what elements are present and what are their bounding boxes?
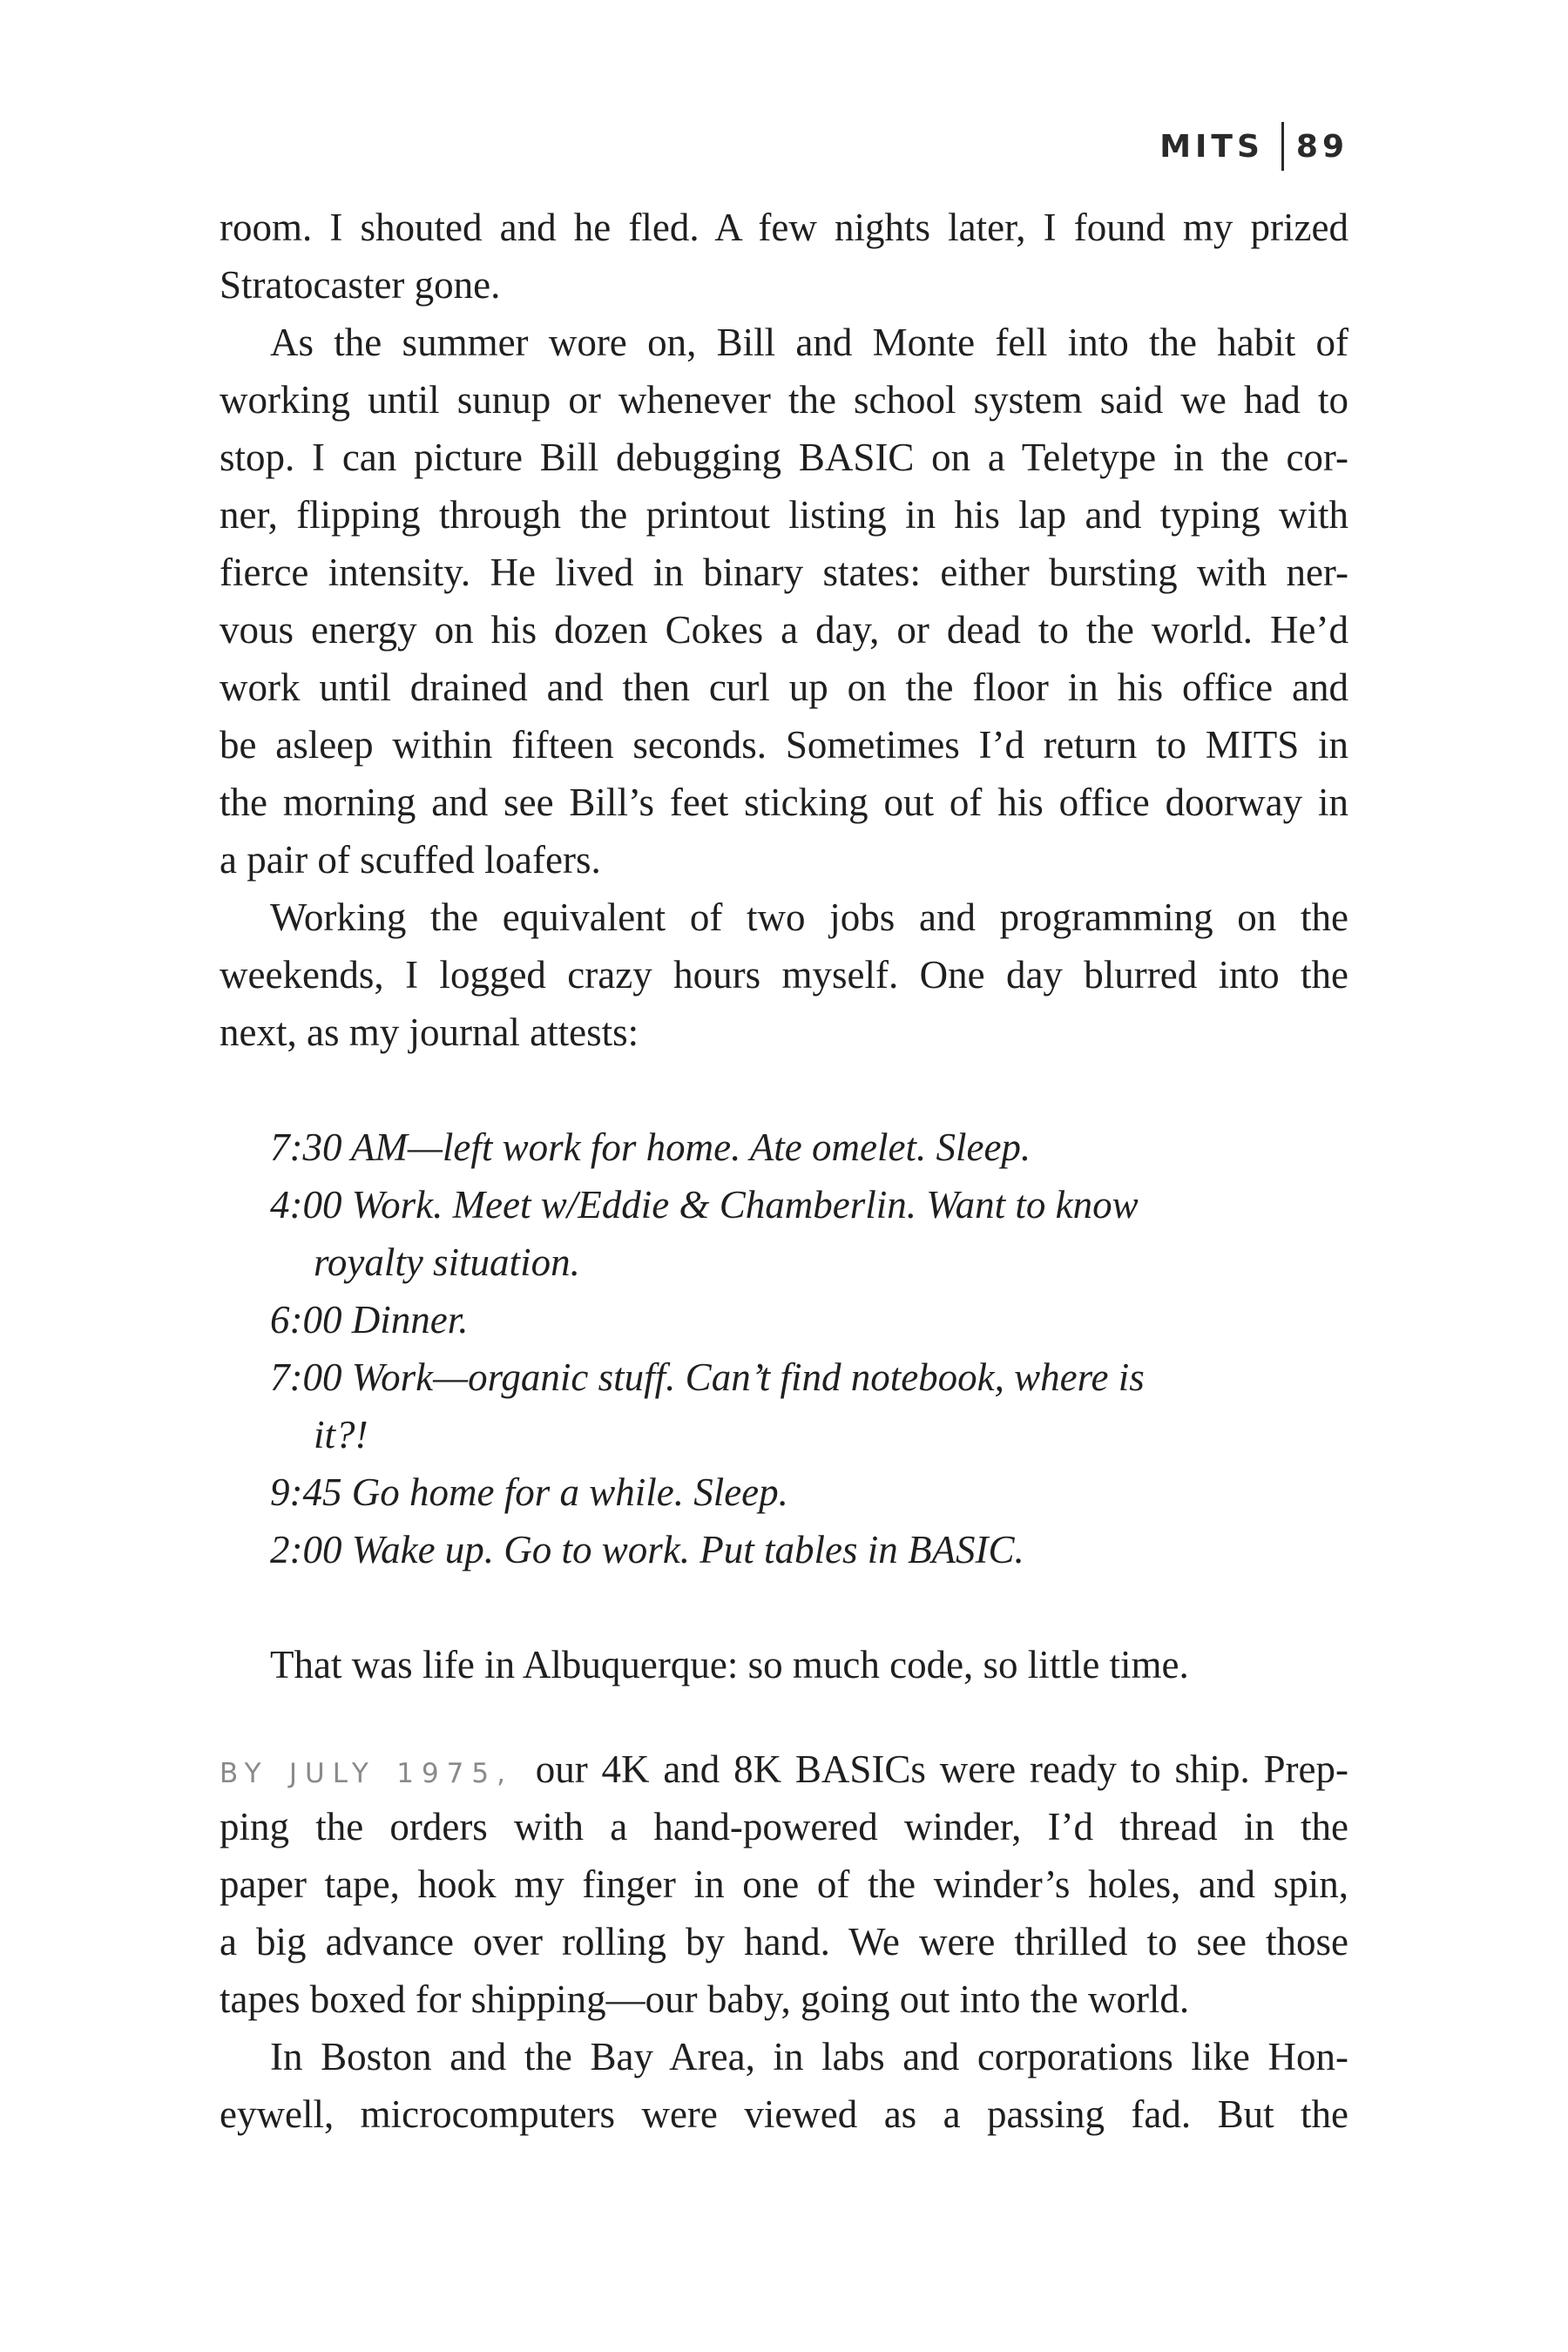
- journal-entry: 7:30 AM—left work for home. Ate omelet. Sleep.: [270, 1125, 1031, 1169]
- section-break-paragraph: [220, 1740, 1348, 2028]
- text-line: tapes boxed for shipping—our baby, going out into the world.: [220, 1977, 1190, 2021]
- lead-in-rest: our 4K and 8K BASICs were ready to ship. Prep-: [535, 1747, 1348, 1791]
- text-line: paper tape, hook my finger in one of the winder’s holes, and spin,: [220, 1862, 1348, 1906]
- text-line: fierce intensity. He lived in binary states: either bursting with ner-: [220, 551, 1348, 594]
- paragraph: [220, 199, 1348, 314]
- text-line: eywell, microcomputers were viewed as a passing fad. But the: [220, 2092, 1348, 2136]
- text-line: As the summer wore on, Bill and Monte fell into the habit of: [270, 321, 1348, 364]
- lead-in-smallcaps: BY JULY 1975,: [220, 1758, 513, 1789]
- text-line: the morning and see Bill’s feet sticking out of his office doorway in: [220, 781, 1348, 824]
- text-line: vous energy on his dozen Cokes a day, or dead to the world. He’d: [220, 608, 1348, 652]
- text-line: a big advance over rolling by hand. We were thrilled to see those: [220, 1920, 1348, 1963]
- text-line: weekends, I logged crazy hours myself. One day blurred into the: [220, 953, 1348, 997]
- text-line: Working the equivalent of two jobs and programming on the: [270, 896, 1348, 939]
- text-line: ping the orders with a hand-powered winder, I’d thread in the: [220, 1805, 1348, 1848]
- text-line: room. I shouted and he fled. A few nights later, I found my prized: [220, 206, 1348, 249]
- text-line: stop. I can picture Bill debugging BASIC on a Teletype in the cor-: [220, 436, 1348, 479]
- text-line: a pair of scuffed loafers.: [220, 838, 601, 882]
- running-head: [1159, 122, 1348, 171]
- page-number: 89: [1295, 128, 1348, 165]
- paragraph: [220, 2028, 1348, 2143]
- text-line: working until sunup or whenever the school system said we had to: [220, 378, 1348, 422]
- journal-entry: 7:00 Work—organic stuff. Can’t find notebook, where is: [270, 1355, 1145, 1399]
- header-divider: [1281, 122, 1284, 171]
- journal-entry-continued: it?!: [314, 1413, 368, 1456]
- text-line: That was life in Albuquerque: so much code, so little time.: [270, 1643, 1189, 1686]
- journal-entry: 6:00 Dinner.: [270, 1298, 469, 1342]
- journal-excerpt: [220, 1119, 1348, 1578]
- text-line: Stratocaster gone.: [220, 263, 501, 307]
- body-text: [220, 199, 1348, 2143]
- text-line: work until drained and then curl up on the floor in his office and: [220, 666, 1348, 709]
- text-line: In Boston and the Bay Area, in labs and corporations like Hon-: [270, 2035, 1348, 2078]
- text-line: next, as my journal attests:: [220, 1010, 639, 1054]
- text-line: [220, 1740, 1348, 1798]
- journal-entry-continued: royalty situation.: [314, 1240, 580, 1284]
- paragraph: [220, 1636, 1348, 1693]
- text-line: ner, flipping through the printout listing in his lap and typing with: [220, 493, 1348, 537]
- journal-entry: 2:00 Wake up. Go to work. Put tables in BASIC.: [270, 1528, 1024, 1571]
- journal-entry: 4:00 Work. Meet w/Eddie & Chamberlin. Want to know: [270, 1183, 1139, 1227]
- journal-entry: 9:45 Go home for a while. Sleep.: [270, 1470, 788, 1514]
- paragraph: [220, 889, 1348, 1061]
- section-title: MITS: [1159, 128, 1264, 165]
- text-line: be asleep within fifteen seconds. Sometimes I’d return to MITS in: [220, 723, 1348, 767]
- paragraph: [220, 314, 1348, 889]
